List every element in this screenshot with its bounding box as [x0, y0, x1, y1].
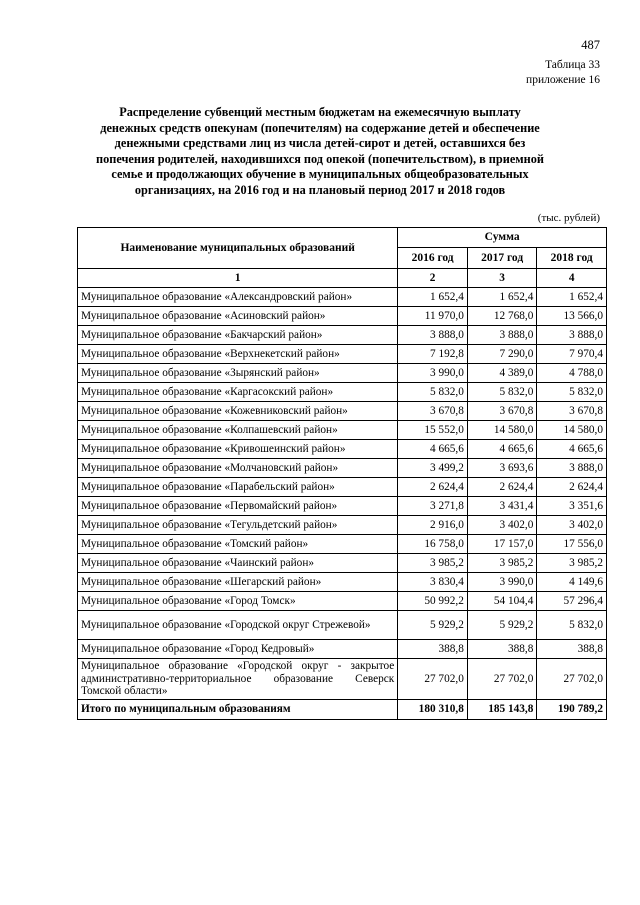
value-2017: 3 431,4: [467, 497, 537, 516]
table-row: [78, 478, 607, 497]
value-2017: 1 652,4: [467, 288, 537, 307]
header-name: Наименование муниципальных образований: [78, 228, 398, 269]
municipality-name: Муниципальное образование «Городской округ Стрежевой»: [78, 611, 398, 640]
municipality-name: Муниципальное образование «Шегарский район»: [78, 573, 398, 592]
value-2018: 1 652,4: [537, 288, 607, 307]
value-2018: 4 149,6: [537, 573, 607, 592]
value-2016: 50 992,2: [398, 592, 468, 611]
table-row: [78, 611, 607, 640]
value-2018: 3 888,0: [537, 459, 607, 478]
header-sum: Сумма: [398, 228, 607, 248]
value-2016: 388,8: [398, 640, 468, 659]
value-2016: 1 652,4: [398, 288, 468, 307]
table-row: [78, 345, 607, 364]
table-row: [78, 288, 607, 307]
table-row: [78, 659, 607, 700]
value-2018: 3 351,6: [537, 497, 607, 516]
appendix-label: приложение 16: [526, 74, 600, 86]
value-2016: 3 985,2: [398, 554, 468, 573]
municipality-name: Муниципальное образование «Каргасокский район»: [78, 383, 398, 402]
municipality-name: Муниципальное образование «Томский район»: [78, 535, 398, 554]
value-2016: 3 271,8: [398, 497, 468, 516]
value-2018: 27 702,0: [537, 659, 607, 700]
value-2018: 2 624,4: [537, 478, 607, 497]
value-2018: 4 665,6: [537, 440, 607, 459]
units-label: (тыс. рублей): [537, 212, 600, 224]
value-2016: 2 624,4: [398, 478, 468, 497]
table-row: [78, 554, 607, 573]
municipality-name: Муниципальное образование «Зырянский район»: [78, 364, 398, 383]
value-2017: 5 929,2: [467, 611, 537, 640]
table-row: [78, 640, 607, 659]
value-2016: 27 702,0: [398, 659, 468, 700]
value-2018: 13 566,0: [537, 307, 607, 326]
value-2018: 388,8: [537, 640, 607, 659]
value-2017: 12 768,0: [467, 307, 537, 326]
value-2018: 57 296,4: [537, 592, 607, 611]
value-2016: 3 499,2: [398, 459, 468, 478]
value-2017: 4 665,6: [467, 440, 537, 459]
municipality-name: Муниципальное образование «Первомайский район»: [78, 497, 398, 516]
value-2016: 3 990,0: [398, 364, 468, 383]
value-2017: 3 670,8: [467, 402, 537, 421]
document-title: Распределение субвенций местным бюджетам на ежемесячную выплату денежных средств опекунам (попечителям) на содержание детей и обеспечение денежными средствами лиц из числа детей-сирот и детей, оставшихся без попечения родителей, находившихся под опекой (попечительством), в приемной семье и продолжающих обучение в муниципальных общеобразовательных организациях, на 2016 год и на плановый период 2017 и 2018 годов: [96, 105, 544, 197]
total-2017: 185 143,8: [467, 700, 537, 720]
municipality-name: Муниципальное образование «Верхнекетский район»: [78, 345, 398, 364]
municipality-name: Муниципальное образование «Город Кедровый»: [78, 640, 398, 659]
page-number: 487: [581, 38, 600, 52]
table-row: [78, 516, 607, 535]
municipality-name: Муниципальное образование «Александровский район»: [78, 288, 398, 307]
value-2018: 3 402,0: [537, 516, 607, 535]
header-year-2017: 2017 год: [467, 248, 537, 269]
value-2018: 5 832,0: [537, 383, 607, 402]
value-2016: 5 832,0: [398, 383, 468, 402]
value-2016: 7 192,8: [398, 345, 468, 364]
value-2016: 15 552,0: [398, 421, 468, 440]
table-row: [78, 364, 607, 383]
table-row: [78, 497, 607, 516]
table-row: [78, 573, 607, 592]
value-2017: 5 832,0: [467, 383, 537, 402]
table-row: [78, 383, 607, 402]
value-2018: 3 888,0: [537, 326, 607, 345]
value-2017: 7 290,0: [467, 345, 537, 364]
municipality-name: Муниципальное образование «Асиновский район»: [78, 307, 398, 326]
table-row: [78, 421, 607, 440]
column-number: 1: [78, 269, 398, 288]
value-2017: 3 402,0: [467, 516, 537, 535]
value-2016: 11 970,0: [398, 307, 468, 326]
header-year-2018: 2018 год: [537, 248, 607, 269]
subventions-table: [77, 227, 607, 720]
column-number: 4: [537, 269, 607, 288]
table-row: [78, 535, 607, 554]
municipality-name: Муниципальное образование «Колпашевский район»: [78, 421, 398, 440]
table-row: [78, 326, 607, 345]
municipality-name: Муниципальное образование «Кожевниковский район»: [78, 402, 398, 421]
value-2017: 17 157,0: [467, 535, 537, 554]
value-2017: 4 389,0: [467, 364, 537, 383]
value-2018: 7 970,4: [537, 345, 607, 364]
value-2016: 3 830,4: [398, 573, 468, 592]
table-label: [526, 58, 600, 88]
table-body: [78, 288, 607, 700]
value-2016: 16 758,0: [398, 535, 468, 554]
total-2018: 190 789,2: [537, 700, 607, 720]
value-2017: 3 693,6: [467, 459, 537, 478]
total-2016: 180 310,8: [398, 700, 468, 720]
value-2017: 3 985,2: [467, 554, 537, 573]
value-2018: 3 670,8: [537, 402, 607, 421]
value-2017: 27 702,0: [467, 659, 537, 700]
value-2018: 17 556,0: [537, 535, 607, 554]
value-2017: 2 624,4: [467, 478, 537, 497]
value-2017: 388,8: [467, 640, 537, 659]
value-2016: 3 888,0: [398, 326, 468, 345]
table-row: [78, 440, 607, 459]
value-2017: 3 888,0: [467, 326, 537, 345]
value-2017: 14 580,0: [467, 421, 537, 440]
table-row: [78, 402, 607, 421]
column-number: 2: [398, 269, 468, 288]
value-2018: 3 985,2: [537, 554, 607, 573]
total-label: Итого по муниципальным образованиям: [78, 700, 398, 720]
table-number: Таблица 33: [545, 59, 600, 71]
municipality-name: Муниципальное образование «Чаинский район»: [78, 554, 398, 573]
total-row: [78, 700, 607, 720]
municipality-name: Муниципальное образование «Бакчарский район»: [78, 326, 398, 345]
table-row: [78, 307, 607, 326]
value-2018: 14 580,0: [537, 421, 607, 440]
value-2016: 3 670,8: [398, 402, 468, 421]
municipality-name: Муниципальное образование «Городской округ - закрытое административно-территориальное образование Северск Томской области»: [78, 659, 398, 700]
value-2018: 4 788,0: [537, 364, 607, 383]
column-number: 3: [467, 269, 537, 288]
table-row: [78, 592, 607, 611]
value-2016: 5 929,2: [398, 611, 468, 640]
value-2017: 3 990,0: [467, 573, 537, 592]
table-row: [78, 459, 607, 478]
municipality-name: Муниципальное образование «Тегульдетский район»: [78, 516, 398, 535]
value-2018: 5 832,0: [537, 611, 607, 640]
value-2016: 4 665,6: [398, 440, 468, 459]
value-2017: 54 104,4: [467, 592, 537, 611]
municipality-name: Муниципальное образование «Кривошеинский район»: [78, 440, 398, 459]
value-2016: 2 916,0: [398, 516, 468, 535]
municipality-name: Муниципальное образование «Парабельский район»: [78, 478, 398, 497]
municipality-name: Муниципальное образование «Молчановский район»: [78, 459, 398, 478]
header-year-2016: 2016 год: [398, 248, 468, 269]
municipality-name: Муниципальное образование «Город Томск»: [78, 592, 398, 611]
